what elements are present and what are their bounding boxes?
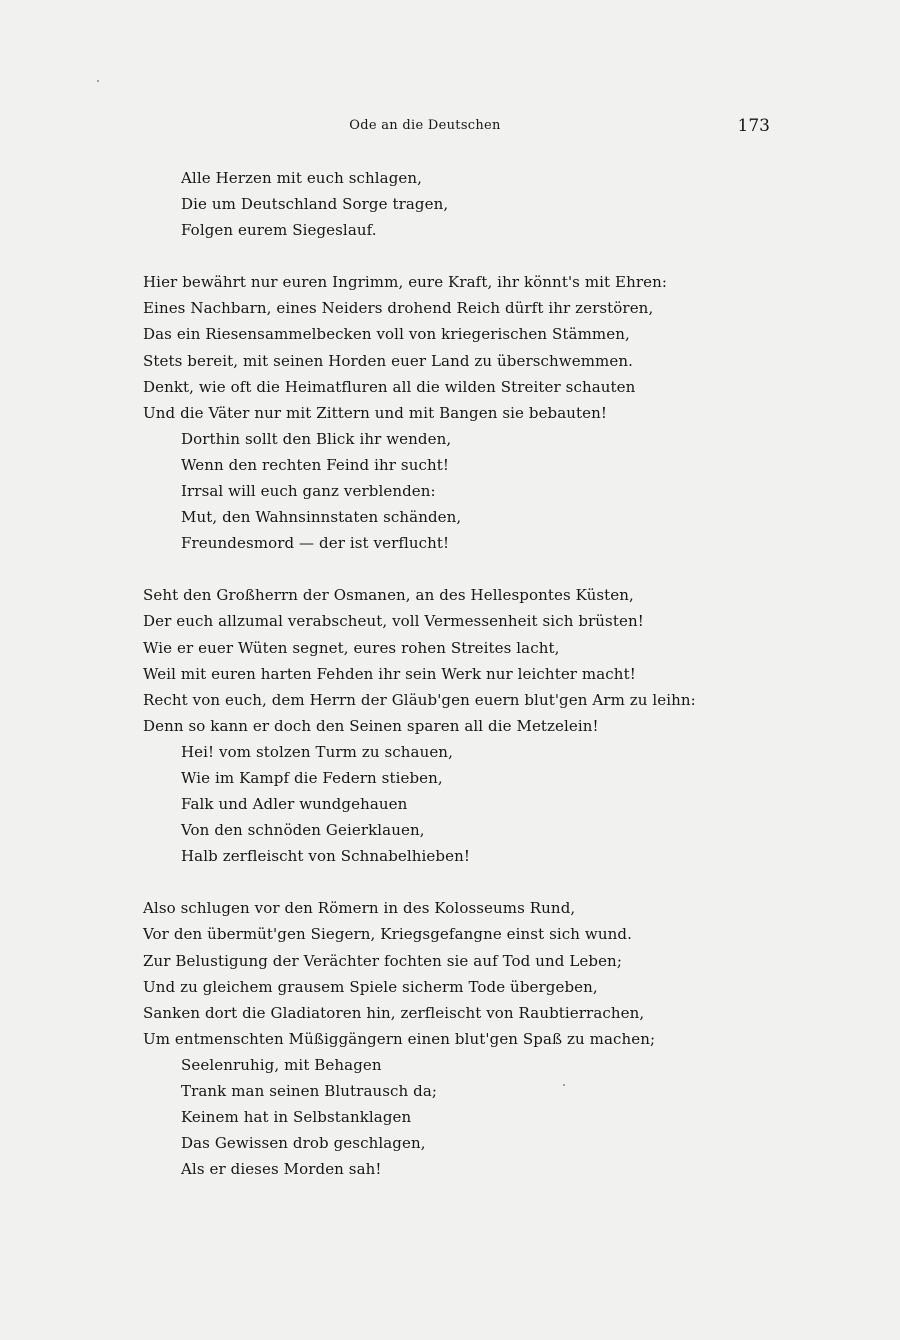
verse-line-indented: Keinem hat in Selbstanklagen <box>181 1108 412 1127</box>
verse-line-indented: Mut, den Wahnsinnstaten schänden, <box>181 508 462 527</box>
verse-line-indented: Als er dieses Morden sah! <box>181 1160 382 1179</box>
verse-line: Stets bereit, mit seinen Horden euer Land zu überschwemmen. <box>143 351 633 370</box>
verse-line-indented: Seelenruhig, mit Behagen <box>181 1055 382 1074</box>
stanza <box>143 582 763 869</box>
verse-line-indented: Alle Herzen mit euch schlagen, <box>181 169 423 187</box>
verse-line: Um entmenschten Müßiggängern einen blut'gen Spaß zu machen; <box>143 1029 656 1048</box>
paper-speck <box>97 80 99 82</box>
verse-line: Hier bewährt nur euren Ingrimm, eure Kraft, ihr könnt's mit Ehren: <box>143 273 668 292</box>
stanza <box>143 165 763 243</box>
page-number: 173 <box>737 116 770 136</box>
running-header-title: Ode an die Deutschen <box>349 118 501 133</box>
verse-line-indented: Falk und Adler wundgehauen <box>181 795 408 814</box>
verse-line-indented: Trank man seinen Blutrausch da; <box>181 1082 438 1100</box>
poem-body <box>143 165 763 1208</box>
verse-line: Zur Belustigung der Verächter fochten sie auf Tod und Leben; <box>143 951 622 970</box>
verse-line-indented: Dorthin sollt den Blick ihr wenden, <box>181 429 452 448</box>
verse-line: Denkt, wie oft die Heimatfluren all die wilden Streiter schauten <box>143 377 636 396</box>
verse-line: Wie er euer Wüten segnet, eures rohen Streites lacht, <box>143 638 560 657</box>
verse-line: Also schlugen vor den Römern in des Kolosseums Rund, <box>143 899 576 918</box>
verse-line: Recht von euch, dem Herrn der Gläub'gen euern blut'gen Arm zu leihn: <box>143 690 696 709</box>
verse-line: Eines Nachbarn, eines Neiders drohend Reich dürft ihr zerstören, <box>143 299 654 318</box>
verse-line-indented: Von den schnöden Geierklauen, <box>181 821 425 840</box>
verse-line: Und die Väter nur mit Zittern und mit Bangen sie bebauten! <box>143 403 608 422</box>
verse-line: Vor den übermüt'gen Siegern, Kriegsgefangne einst sich wund. <box>143 925 632 944</box>
verse-line: Seht den Großherrn der Osmanen, an des Hellespontes Küsten, <box>143 586 634 605</box>
verse-line-indented: Wenn den rechten Feind ihr sucht! <box>181 455 449 474</box>
verse-line: Sanken dort die Gladiatoren hin, zerfleischt von Raubtierrachen, <box>143 1003 645 1022</box>
verse-line-indented: Wie im Kampf die Federn stieben, <box>181 768 443 787</box>
verse-line-indented: Die um Deutschland Sorge tragen, <box>181 195 449 214</box>
verse-line: Weil mit euren harten Fehden ihr sein Werk nur leichter macht! <box>143 664 636 683</box>
verse-line: Das ein Riesensammelbecken voll von kriegerischen Stämmen, <box>143 325 630 344</box>
paper-speck <box>563 1084 565 1086</box>
verse-line-indented: Halb zerfleischt von Schnabelhieben! <box>181 847 470 866</box>
verse-line-indented: Freundesmord — der ist verflucht! <box>181 534 450 553</box>
verse-line-indented: Irrsal will euch ganz verblenden: <box>181 482 436 501</box>
verse-line: Und zu gleichem grausem Spiele sicherm Tode übergeben, <box>143 977 598 996</box>
stanza <box>143 895 763 1182</box>
verse-line: Der euch allzumal verabscheut, voll Vermessenheit sich brüsten! <box>143 612 644 631</box>
verse-line-indented: Hei! vom stolzen Turm zu schauen, <box>181 742 453 761</box>
stanza <box>143 269 763 556</box>
verse-line: Denn so kann er doch den Seinen sparen all die Metzelein! <box>143 716 599 735</box>
verse-line-indented: Das Gewissen drob geschlagen, <box>181 1134 426 1153</box>
verse-line-indented: Folgen eurem Siegeslauf. <box>181 221 377 240</box>
